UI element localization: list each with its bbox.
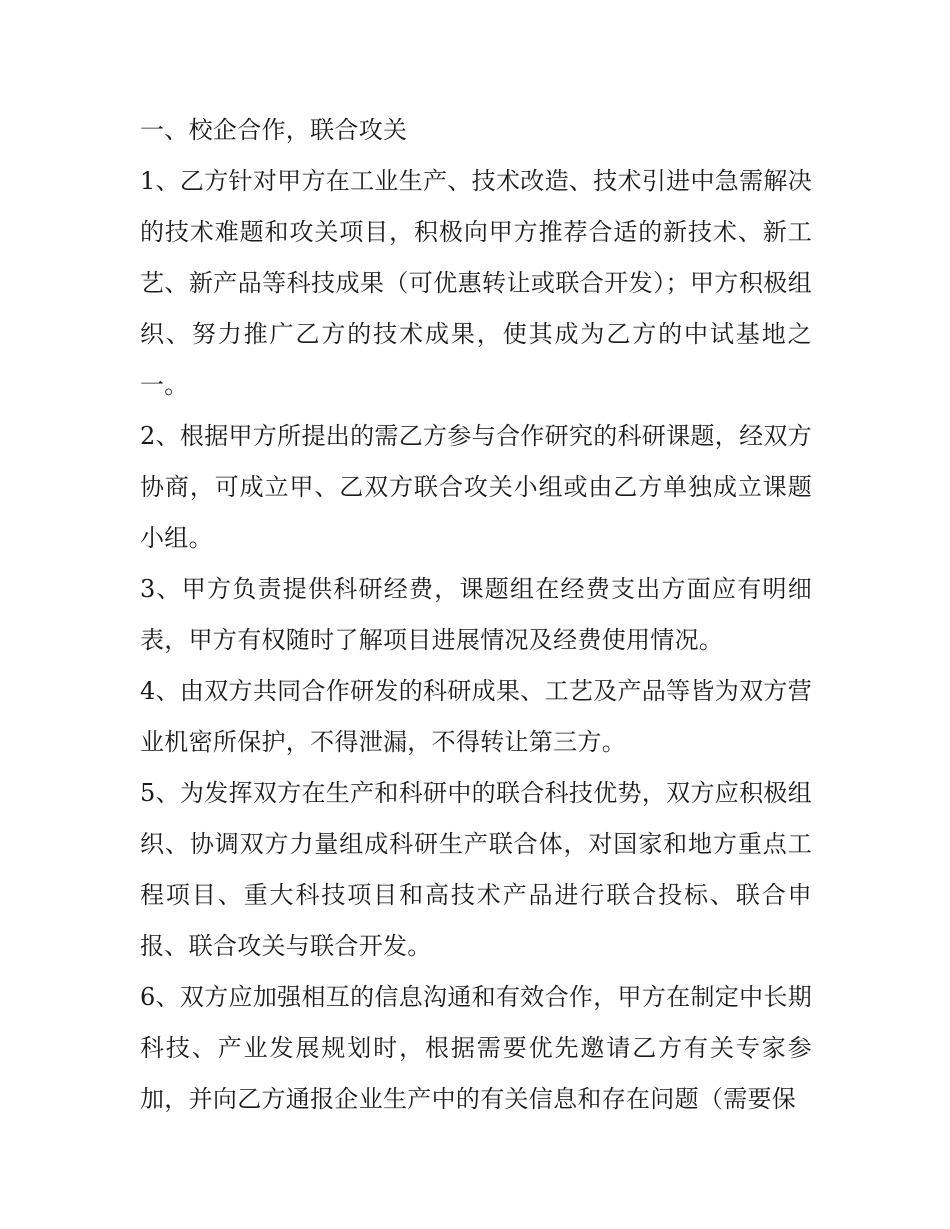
clause-6: 6、双方应加强相互的信息沟通和有效合作，甲方在制定中长期科技、产业发展规划时，根据需要优先邀请乙方有关专家参加，并向乙方通报企业生产中的有关信息和存在问题（需要保 — [140, 983, 812, 1113]
clause-2: 2、根据甲方所提出的需乙方参与合作研究的科研课题，经双方协商，可成立甲、乙双方联合攻关小组或由乙方单独成立课题小组。 — [140, 422, 812, 552]
clause-4: 4、由双方共同合作研发的科研成果、工艺及产品等皆为双方营业机密所保护，不得泄漏，不得转让第三方。 — [140, 677, 812, 756]
clause-5: 5、为发挥双方在生产和科研中的联合科技优势，双方应积极组织、协调双方力量组成科研生产联合体，对国家和地方重点工程项目、重大科技项目和高技术产品进行联合投标、联合申报、联合攻关与联合开发。 — [140, 779, 812, 960]
clause-1: 1、乙方针对甲方在工业生产、技术改造、技术引进中急需解决的技术难题和攻关项目，积极向甲方推荐合适的新技术、新工艺、新产品等科技成果（可优惠转让或联合开发）；甲方积极组织、努力推广乙方的技术成果，使其成为乙方的中试基地之一。 — [140, 167, 812, 399]
section-heading: 一、校企合作，联合攻关 — [140, 116, 408, 144]
clause-3: 3、甲方负责提供科研经费，课题组在经费支出方面应有明细表，甲方有权随时了解项目进展情况及经费使用情况。 — [140, 575, 812, 654]
document-body — [140, 105, 812, 1125]
